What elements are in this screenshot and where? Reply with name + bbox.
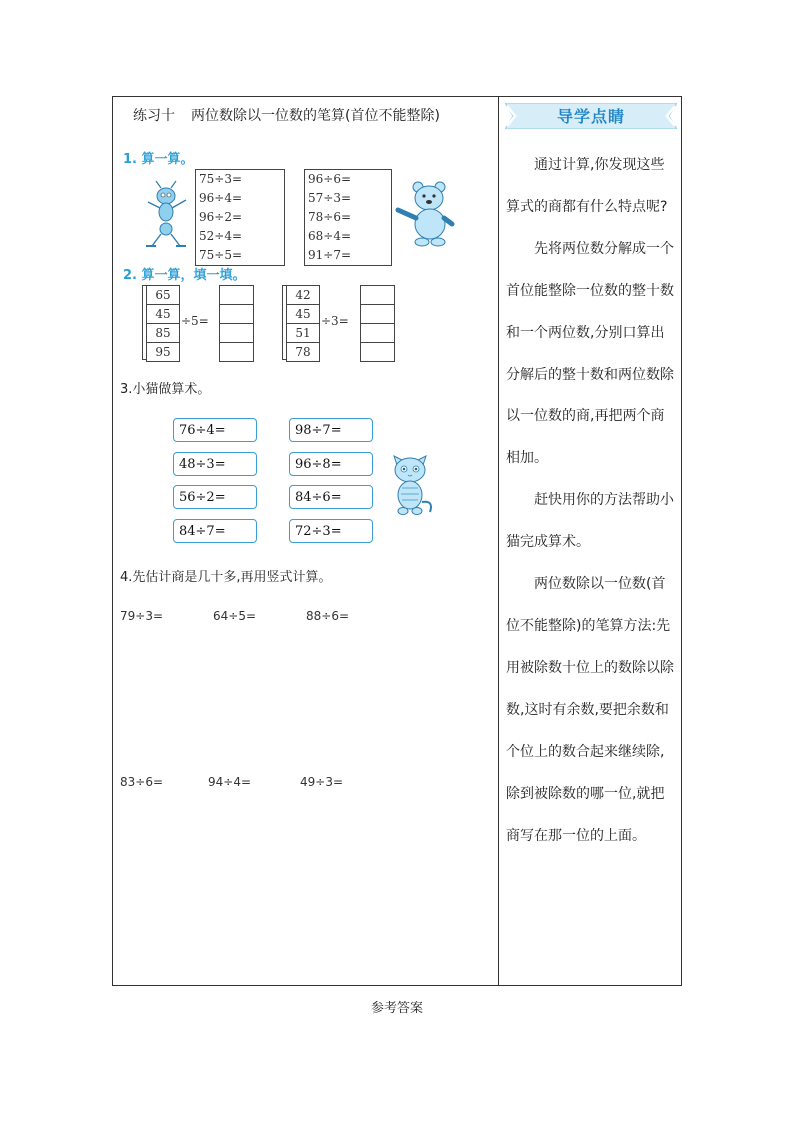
division-problem: 64÷5= — [213, 609, 257, 623]
calc-item[interactable]: 84÷6= — [289, 485, 373, 509]
division-problem: 88÷6= — [306, 609, 350, 623]
guide-paragraph: 赶快用你的方法帮助小猫完成算术。 — [506, 492, 674, 551]
equation-item: 91÷7= — [308, 248, 352, 262]
section-2-right-numbers — [286, 285, 320, 362]
section-2-heading: 2. 算一算，填一填。 — [123, 268, 246, 283]
section-2-left-numbers — [146, 285, 180, 362]
number-cell: 45 — [147, 305, 179, 324]
number-cell: 51 — [287, 324, 319, 343]
lesson-topic: 两位数除以一位数的笔算(首位不能整除) — [191, 108, 440, 124]
division-problem: 49÷3= — [300, 775, 344, 789]
lesson-number: 练习十 — [133, 108, 175, 124]
guide-text — [506, 145, 676, 857]
equation-item: 75÷5= — [199, 248, 243, 262]
section-1-heading: 1. 算一算。 — [123, 152, 194, 167]
equation-item: 96÷6= — [308, 172, 352, 186]
number-cell: 85 — [147, 324, 179, 343]
number-cell: 65 — [147, 286, 179, 305]
equation-item: 52÷4= — [199, 229, 243, 243]
division-problem: 83÷6= — [120, 775, 164, 789]
calc-item[interactable]: 48÷3= — [173, 452, 257, 476]
answer-blank[interactable] — [220, 286, 253, 305]
section-4-heading: 4.先估计商是几十多,再用竖式计算。 — [120, 570, 332, 585]
section-2-right-operator: ÷3= — [321, 314, 349, 328]
answer-blank[interactable] — [361, 343, 394, 361]
calc-item[interactable]: 76÷4= — [173, 418, 257, 442]
number-cell: 95 — [155, 345, 171, 359]
division-problem: 94÷4= — [208, 775, 252, 789]
answer-blank[interactable] — [220, 343, 253, 361]
calc-item[interactable]: 56÷2= — [173, 485, 257, 509]
answer-key-footer: 参考答案 — [370, 1001, 423, 1016]
answer-blank-column[interactable] — [219, 285, 254, 362]
calc-item[interactable]: 96÷8= — [289, 452, 373, 476]
answer-blank[interactable] — [361, 286, 394, 305]
answer-blank[interactable] — [220, 324, 253, 343]
calc-item[interactable]: 98÷7= — [289, 418, 373, 442]
calc-item[interactable]: 72÷3= — [289, 519, 373, 543]
bear-illustration — [394, 180, 456, 248]
equation-item: 68÷4= — [308, 229, 352, 243]
answer-blank[interactable] — [361, 305, 394, 324]
answer-blank[interactable] — [220, 305, 253, 324]
ant-illustration — [140, 180, 192, 248]
number-cell: 78 — [295, 345, 311, 359]
guide-paragraph: 通过计算,你发现这些算式的商都有什么特点呢? — [506, 157, 668, 215]
column-divider — [498, 96, 499, 985]
guide-paragraph: 两位数除以一位数(首位不能整除)的笔算方法:先用被除数十位上的数除以除数,这时有余数,要把余数和个位上的数合起来继续除,除到被除数的哪一位,就把商写在那一位的上面。 — [506, 576, 674, 844]
section-1-box-right — [304, 169, 392, 266]
guide-banner-title: 导学点睛 — [556, 107, 625, 126]
equation-item: 96÷4= — [199, 191, 243, 205]
kitten-illustration — [386, 450, 436, 518]
answer-blank-column[interactable] — [360, 285, 395, 362]
number-cell: 45 — [287, 305, 319, 324]
guide-paragraph: 先将两位数分解成一个首位能整除一位数的整十数和一个两位数,分别口算出分解后的整十数和两位数除以一位数的商,再把两个商相加。 — [506, 240, 674, 467]
division-problem: 79÷3= — [120, 609, 164, 623]
section-2-left-operator: ÷5= — [181, 314, 209, 328]
answer-blank[interactable] — [361, 324, 394, 343]
section-3-heading: 3.小猫做算术。 — [120, 382, 211, 397]
equation-item: 78÷6= — [308, 210, 352, 224]
calc-item[interactable]: 84÷7= — [173, 519, 257, 543]
equation-item: 57÷3= — [308, 191, 352, 205]
equation-item: 75÷3= — [199, 172, 243, 186]
page-title — [133, 105, 440, 125]
number-cell: 42 — [287, 286, 319, 305]
equation-item: 96÷2= — [199, 210, 243, 224]
section-1-box-left — [195, 169, 285, 266]
